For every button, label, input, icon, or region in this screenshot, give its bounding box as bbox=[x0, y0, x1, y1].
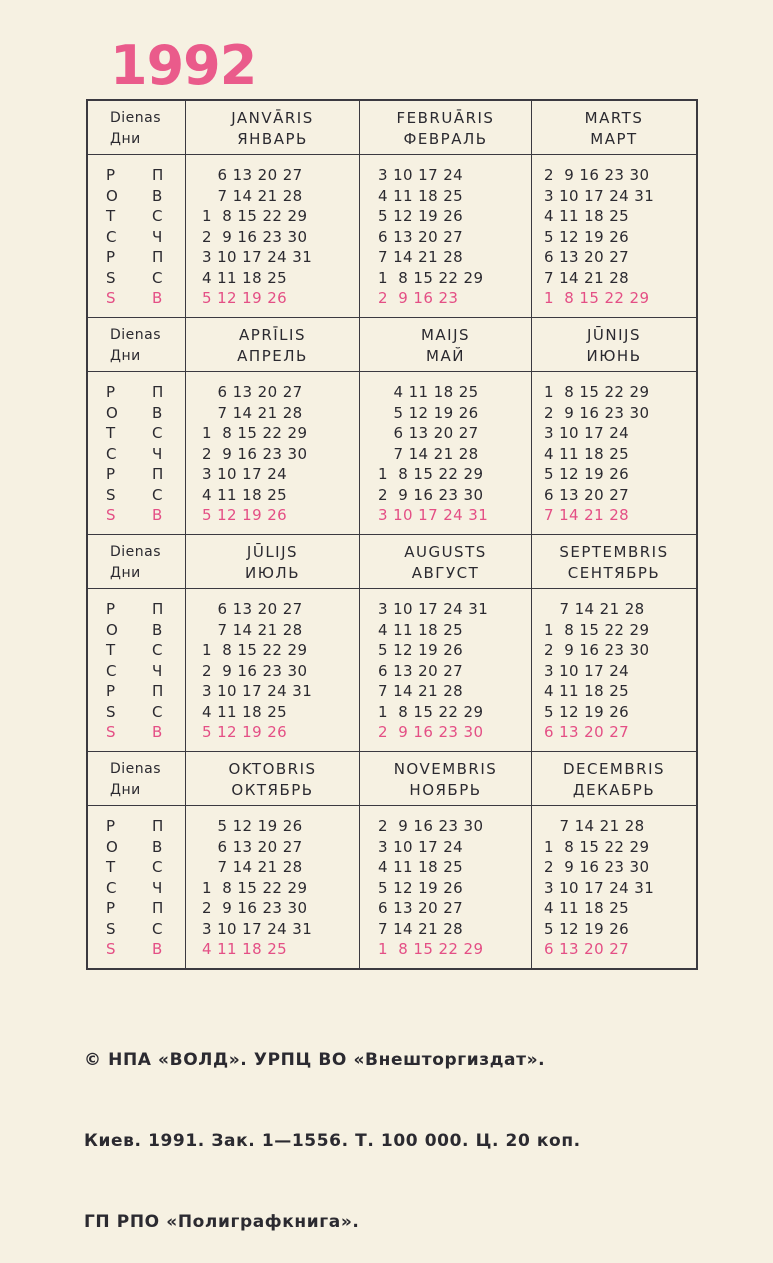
day-row: 2 9 16 23 30 bbox=[202, 227, 308, 246]
month-header bbox=[360, 101, 531, 155]
day-row: 7 14 21 28 bbox=[544, 506, 630, 524]
day-row: 6 13 20 27 bbox=[202, 600, 303, 618]
month-name-ru: ОКТЯБРЬ bbox=[231, 781, 314, 799]
month-block bbox=[360, 535, 532, 751]
day-row: 3 10 17 24 bbox=[202, 465, 288, 483]
day-row: 2 9 16 23 30 bbox=[202, 899, 308, 917]
day-row: 4 11 18 25 bbox=[378, 186, 464, 205]
day-row: 3 10 17 24 bbox=[544, 661, 630, 680]
header-label-ru: Дни bbox=[110, 782, 141, 798]
weekday-letter: T bbox=[106, 858, 116, 876]
day-row: 2 9 16 23 30 bbox=[544, 166, 650, 184]
month-name-ru: МАЙ bbox=[426, 347, 465, 365]
day-row: 3 10 17 24 31 bbox=[202, 682, 313, 700]
header-label-lv: Dienas bbox=[110, 761, 162, 777]
month-header bbox=[532, 752, 696, 806]
month-name-lv: SEPTEMBRIS bbox=[559, 543, 669, 561]
day-row: 7 14 21 28 bbox=[202, 403, 303, 422]
day-row: 4 11 18 25 bbox=[544, 899, 630, 917]
weekday-letter: В bbox=[152, 506, 163, 524]
day-row: 3 10 17 24 bbox=[378, 166, 464, 184]
header-label-lv: Dienas bbox=[110, 544, 162, 560]
day-grid bbox=[544, 816, 654, 960]
weekday-letter: S bbox=[106, 702, 116, 721]
weekday-letter: Ч bbox=[152, 227, 163, 246]
weekday-letter: S bbox=[106, 919, 116, 938]
weekday-letter: P bbox=[106, 166, 116, 184]
month-header bbox=[186, 318, 359, 372]
month-name-lv: FEBRUĀRIS bbox=[396, 109, 495, 127]
day-row: 6 13 20 27 bbox=[378, 661, 464, 680]
day-row: 3 10 17 24 31 bbox=[544, 186, 655, 205]
day-row: 3 10 17 24 31 bbox=[544, 878, 655, 897]
day-grid bbox=[544, 165, 654, 309]
weekday-letter: S bbox=[106, 940, 116, 958]
month-name-lv: DECEMBRIS bbox=[562, 760, 666, 778]
month-block bbox=[186, 535, 360, 751]
weekday-letters-ru bbox=[152, 816, 163, 960]
month-header bbox=[360, 752, 531, 806]
month-name-lv: MARTS bbox=[584, 109, 644, 127]
weekday-letter: P bbox=[106, 899, 116, 917]
day-row: 1 8 15 22 29 bbox=[544, 383, 650, 401]
weekday-letter: S bbox=[106, 268, 116, 287]
month-name-lv: AUGUSTS bbox=[404, 543, 487, 561]
quarter-row bbox=[88, 317, 696, 534]
day-row: 3 10 17 24 31 bbox=[378, 600, 489, 618]
weekday-letter: В bbox=[152, 940, 163, 958]
day-row: 6 13 20 27 bbox=[544, 940, 630, 958]
day-row: 1 8 15 22 29 bbox=[378, 465, 484, 483]
weekday-letter: S bbox=[106, 289, 116, 307]
month-header bbox=[186, 101, 359, 155]
month-name-lv: NOVEMBRIS bbox=[393, 760, 498, 778]
month-name-lv: APRĪLIS bbox=[239, 326, 306, 344]
weekday-letter: П bbox=[152, 899, 164, 917]
weekday-column bbox=[88, 318, 186, 534]
weekday-letter: C bbox=[106, 878, 117, 897]
day-row: 4 11 18 25 bbox=[544, 682, 630, 700]
day-row: 7 14 21 28 bbox=[202, 186, 303, 205]
weekday-letter: Ч bbox=[152, 661, 163, 680]
calendar-grid bbox=[86, 99, 698, 970]
weekday-letter: В bbox=[152, 723, 163, 741]
weekday-letter: S bbox=[106, 506, 116, 524]
header-label-ru: Дни bbox=[110, 565, 141, 581]
month-name-ru: СЕНТЯБРЬ bbox=[567, 564, 661, 582]
month-block bbox=[532, 101, 696, 317]
day-row: 7 14 21 28 bbox=[544, 600, 645, 618]
weekday-letters-lv bbox=[106, 382, 118, 526]
day-row: 6 13 20 27 bbox=[378, 424, 479, 442]
weekday-header bbox=[88, 535, 185, 589]
month-name-lv: JŪNIJS bbox=[587, 326, 641, 344]
day-row: 3 10 17 24 bbox=[544, 424, 630, 442]
month-name-lv: JANVĀRIS bbox=[231, 109, 314, 127]
day-row: 3 10 17 24 bbox=[378, 837, 464, 856]
month-name-ru: ИЮНЬ bbox=[586, 347, 642, 365]
day-row: 6 13 20 27 bbox=[202, 383, 303, 401]
weekday-letter: С bbox=[152, 919, 163, 938]
weekday-letter: C bbox=[106, 444, 117, 463]
weekday-column bbox=[88, 535, 186, 751]
day-row: 2 9 16 23 bbox=[378, 289, 459, 307]
weekday-letter: С bbox=[152, 641, 163, 659]
month-block bbox=[360, 318, 532, 534]
month-name-ru: НОЯБРЬ bbox=[409, 781, 482, 799]
day-row: 1 8 15 22 29 bbox=[378, 702, 484, 721]
weekday-letter: O bbox=[106, 620, 118, 639]
weekday-letter: O bbox=[106, 186, 118, 205]
weekday-letters-ru bbox=[152, 599, 163, 743]
day-row: 5 12 19 26 bbox=[202, 723, 288, 741]
day-grid bbox=[378, 816, 483, 960]
day-row: 3 10 17 24 31 bbox=[378, 506, 489, 524]
day-row: 6 13 20 27 bbox=[544, 248, 630, 266]
weekday-letter: С bbox=[152, 268, 163, 287]
month-block bbox=[532, 535, 696, 751]
day-grid bbox=[378, 382, 488, 526]
weekday-letter: O bbox=[106, 403, 118, 422]
month-name-ru: ФЕВРАЛЬ bbox=[403, 130, 488, 148]
day-row: 7 14 21 28 bbox=[202, 620, 303, 639]
day-grid bbox=[202, 816, 312, 960]
day-row: 2 9 16 23 30 bbox=[378, 723, 484, 741]
weekday-letter: P bbox=[106, 600, 116, 618]
day-row: 6 13 20 27 bbox=[202, 166, 303, 184]
day-row: 7 14 21 28 bbox=[378, 682, 464, 700]
weekday-letter: П bbox=[152, 682, 164, 700]
month-name-ru: ИЮЛЬ bbox=[245, 564, 300, 582]
day-row: 1 8 15 22 29 bbox=[544, 837, 650, 856]
weekday-letter: С bbox=[152, 702, 163, 721]
day-row: 2 9 16 23 30 bbox=[378, 817, 484, 835]
day-row: 4 11 18 25 bbox=[202, 268, 288, 287]
weekday-letter: П bbox=[152, 817, 164, 835]
weekday-letter: П bbox=[152, 166, 164, 184]
day-row: 1 8 15 22 29 bbox=[202, 878, 308, 897]
day-row: 2 9 16 23 30 bbox=[202, 661, 308, 680]
header-label-lv: Dienas bbox=[110, 110, 162, 126]
weekday-letter: П bbox=[152, 600, 164, 618]
weekday-letter: P bbox=[106, 817, 116, 835]
weekday-letter: T bbox=[106, 641, 116, 659]
weekday-letter: P bbox=[106, 465, 116, 483]
month-header bbox=[360, 318, 531, 372]
weekday-column bbox=[88, 101, 186, 317]
weekday-letter: С bbox=[152, 207, 163, 225]
header-label-lv: Dienas bbox=[110, 327, 162, 343]
day-row: 5 12 19 26 bbox=[378, 403, 479, 422]
day-row: 7 14 21 28 bbox=[202, 858, 303, 876]
day-row: 5 12 19 26 bbox=[544, 919, 630, 938]
day-row: 5 12 19 26 bbox=[378, 207, 464, 225]
quarter-row bbox=[88, 101, 696, 317]
day-row: 4 11 18 25 bbox=[202, 485, 288, 504]
weekday-letter: S bbox=[106, 723, 116, 741]
weekday-letters-ru bbox=[152, 165, 163, 309]
weekday-letter: C bbox=[106, 227, 117, 246]
weekday-letter: T bbox=[106, 207, 116, 225]
day-row: 3 10 17 24 31 bbox=[202, 919, 313, 938]
day-grid bbox=[202, 382, 307, 526]
day-row: 5 12 19 26 bbox=[202, 289, 288, 307]
month-header bbox=[532, 318, 696, 372]
weekday-letter: Ч bbox=[152, 444, 163, 463]
month-block bbox=[186, 318, 360, 534]
month-name-lv: JŪLIJS bbox=[246, 543, 299, 561]
month-name-ru: ДЕКАБРЬ bbox=[572, 781, 656, 799]
day-row: 7 14 21 28 bbox=[544, 817, 645, 835]
weekday-letter: P bbox=[106, 383, 116, 401]
day-row: 5 12 19 26 bbox=[202, 817, 303, 835]
day-row: 1 8 15 22 29 bbox=[378, 268, 484, 287]
weekday-letter: В bbox=[152, 403, 163, 422]
quarter-row bbox=[88, 534, 696, 751]
weekday-header bbox=[88, 752, 185, 806]
day-grid bbox=[544, 382, 649, 526]
weekday-column bbox=[88, 752, 186, 968]
weekday-header bbox=[88, 318, 185, 372]
day-row: 7 14 21 28 bbox=[378, 248, 464, 266]
weekday-letter: Ч bbox=[152, 878, 163, 897]
weekday-letters-ru bbox=[152, 382, 163, 526]
weekday-header bbox=[88, 101, 185, 155]
day-row: 6 13 20 27 bbox=[544, 485, 630, 504]
imprint-line: © НПА «ВОЛД». УРПЦ ВО «Внешторгиздат». bbox=[84, 1050, 546, 1070]
month-block bbox=[186, 101, 360, 317]
day-row: 3 10 17 24 31 bbox=[202, 248, 313, 266]
day-row: 2 9 16 23 30 bbox=[544, 403, 650, 422]
day-row: 4 11 18 25 bbox=[544, 444, 630, 463]
day-grid bbox=[202, 165, 312, 309]
weekday-letter: П bbox=[152, 465, 164, 483]
day-row: 2 9 16 23 30 bbox=[544, 858, 650, 876]
quarter-row bbox=[88, 751, 696, 968]
day-row: 7 14 21 28 bbox=[378, 444, 479, 463]
header-label-ru: Дни bbox=[110, 348, 141, 364]
imprint-line: Киев. 1991. Зак. 1—1556. Т. 100 000. Ц. 20 коп. bbox=[84, 1131, 581, 1151]
month-block bbox=[532, 318, 696, 534]
header-label-ru: Дни bbox=[110, 131, 141, 147]
day-row: 4 11 18 25 bbox=[378, 858, 464, 876]
day-row: 4 11 18 25 bbox=[202, 702, 288, 721]
day-grid bbox=[378, 599, 488, 743]
weekday-letter: С bbox=[152, 858, 163, 876]
month-name-lv: MAIJS bbox=[420, 326, 471, 344]
month-header bbox=[186, 752, 359, 806]
month-name-ru: АПРЕЛЬ bbox=[237, 347, 308, 365]
day-grid bbox=[202, 599, 312, 743]
day-row: 6 13 20 27 bbox=[378, 227, 464, 246]
day-row: 6 13 20 27 bbox=[544, 723, 630, 741]
month-name-ru: ЯНВАРЬ bbox=[237, 130, 308, 148]
weekday-letter: P bbox=[106, 682, 116, 700]
day-row: 1 8 15 22 29 bbox=[202, 207, 308, 225]
day-row: 7 14 21 28 bbox=[378, 919, 464, 938]
day-row: 2 9 16 23 30 bbox=[202, 444, 308, 463]
weekday-letters-lv bbox=[106, 816, 118, 960]
month-name-ru: АВГУСТ bbox=[411, 564, 480, 582]
weekday-letter: O bbox=[106, 837, 118, 856]
weekday-letter: С bbox=[152, 424, 163, 442]
month-header bbox=[532, 101, 696, 155]
day-row: 1 8 15 22 29 bbox=[544, 289, 650, 307]
weekday-letter: S bbox=[106, 485, 116, 504]
month-block bbox=[360, 752, 532, 968]
month-name-ru: МАРТ bbox=[590, 130, 638, 148]
month-header bbox=[532, 535, 696, 589]
day-row: 1 8 15 22 29 bbox=[378, 940, 484, 958]
day-row: 6 13 20 27 bbox=[202, 837, 303, 856]
month-header bbox=[360, 535, 531, 589]
day-row: 4 11 18 25 bbox=[544, 207, 630, 225]
day-row: 5 12 19 26 bbox=[544, 227, 630, 246]
month-block bbox=[360, 101, 532, 317]
weekday-letter: П bbox=[152, 248, 164, 266]
imprint-line: ГП РПО «Полиграфкнига». bbox=[84, 1212, 360, 1232]
day-row: 2 9 16 23 30 bbox=[378, 485, 484, 504]
day-row: 7 14 21 28 bbox=[544, 268, 630, 287]
day-row: 5 12 19 26 bbox=[378, 878, 464, 897]
weekday-letter: В bbox=[152, 620, 163, 639]
day-row: 1 8 15 22 29 bbox=[544, 620, 650, 639]
day-row: 6 13 20 27 bbox=[378, 899, 464, 917]
day-grid bbox=[544, 599, 649, 743]
weekday-letter: П bbox=[152, 383, 164, 401]
weekday-letters-lv bbox=[106, 165, 118, 309]
day-row: 5 12 19 26 bbox=[378, 641, 464, 659]
month-block bbox=[186, 752, 360, 968]
day-row: 4 11 18 25 bbox=[378, 620, 464, 639]
weekday-letter: T bbox=[106, 424, 116, 442]
weekday-letter: С bbox=[152, 485, 163, 504]
year-title: 1992 bbox=[110, 34, 257, 97]
weekday-letter: P bbox=[106, 248, 116, 266]
day-row: 1 8 15 22 29 bbox=[202, 424, 308, 442]
weekday-letter: В bbox=[152, 186, 163, 205]
day-grid bbox=[378, 165, 483, 309]
day-row: 1 8 15 22 29 bbox=[202, 641, 308, 659]
day-row: 5 12 19 26 bbox=[544, 465, 630, 483]
day-row: 2 9 16 23 30 bbox=[544, 641, 650, 659]
weekday-letters-lv bbox=[106, 599, 118, 743]
imprint-footer bbox=[84, 993, 581, 1263]
month-header bbox=[186, 535, 359, 589]
weekday-letter: В bbox=[152, 837, 163, 856]
month-block bbox=[532, 752, 696, 968]
day-row: 4 11 18 25 bbox=[202, 940, 288, 958]
month-name-lv: OKTOBRIS bbox=[228, 760, 317, 778]
weekday-letter: C bbox=[106, 661, 117, 680]
day-row: 4 11 18 25 bbox=[378, 383, 479, 401]
weekday-letter: В bbox=[152, 289, 163, 307]
day-row: 5 12 19 26 bbox=[202, 506, 288, 524]
day-row: 5 12 19 26 bbox=[544, 702, 630, 721]
